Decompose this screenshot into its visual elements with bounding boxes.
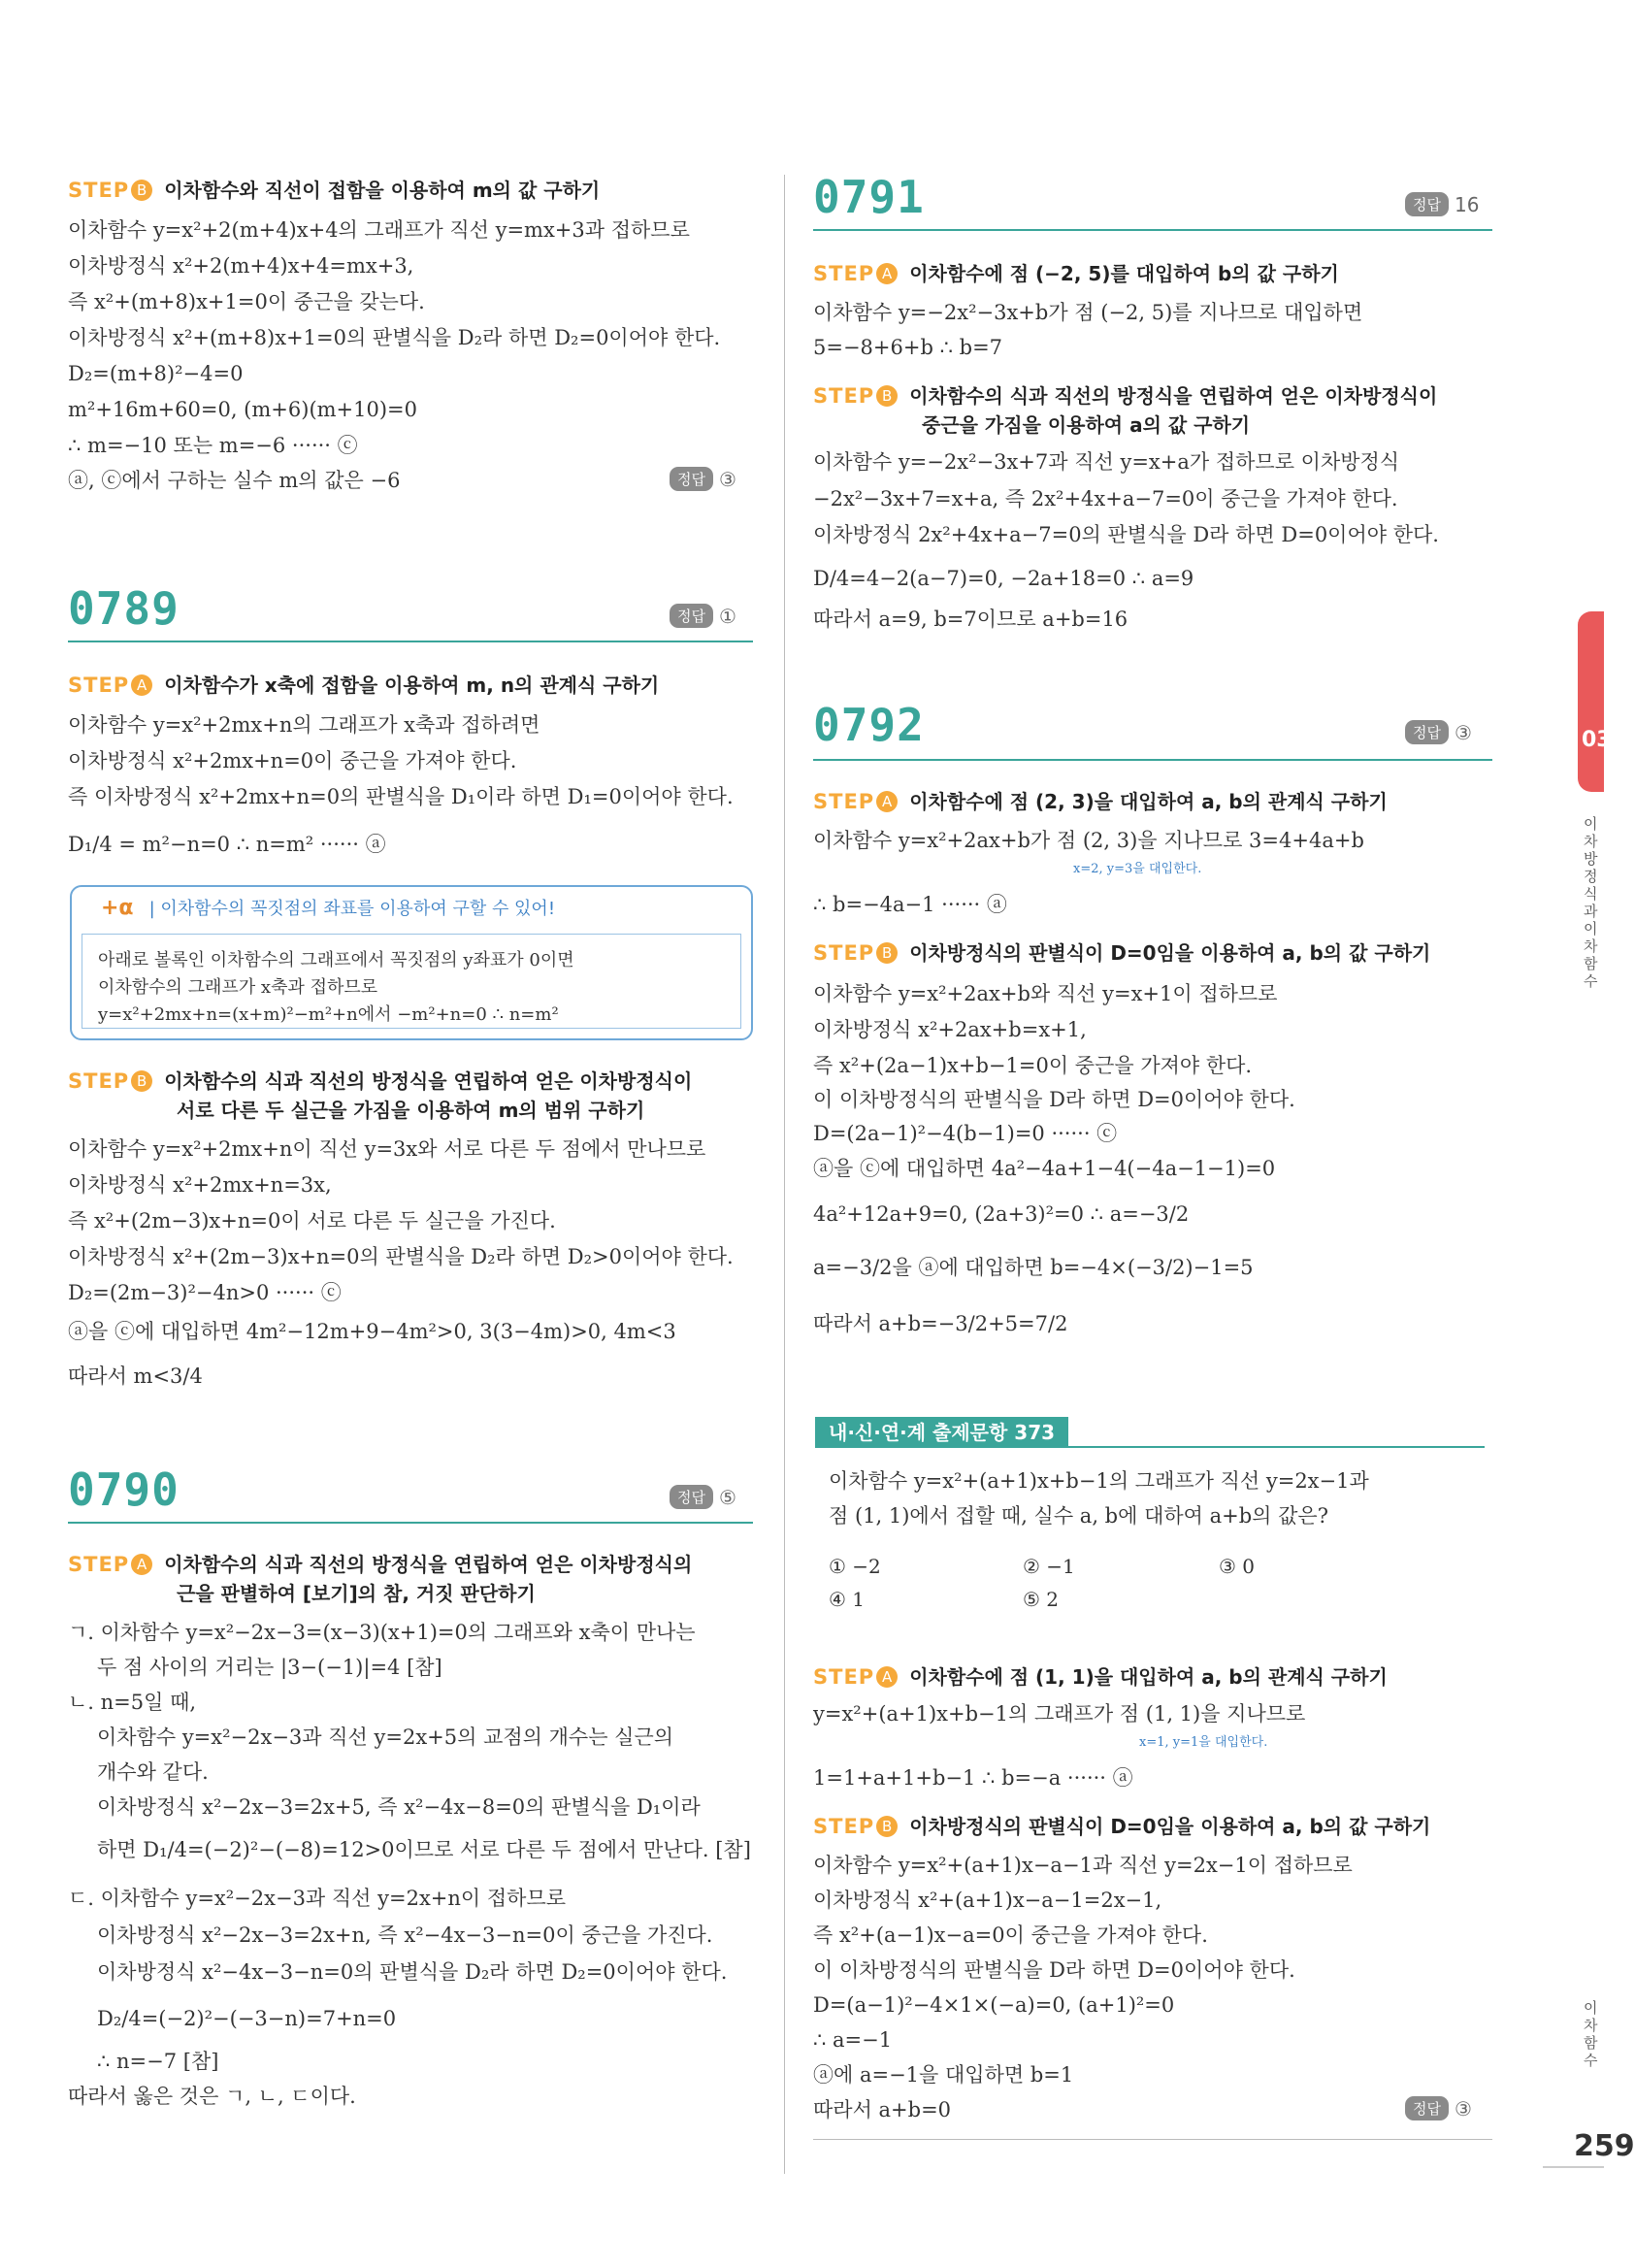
text-line: ∴ n=−7 [참] <box>97 2050 219 2073</box>
answer-badge: 정답 <box>670 604 713 628</box>
text-line: 따라서 m<3/4 <box>68 1364 203 1388</box>
problem-line: 이차함수 y=x²+(a+1)x+b−1의 그래프가 직선 y=2x−1과 <box>829 1469 1369 1493</box>
step-title: 이차함수와 직선이 접함을 이용하여 m의 값 구하기 <box>164 179 601 202</box>
text-line: D=(2a−1)²−4(b−1)=0 ······ ⓒ <box>813 1122 1118 1145</box>
text-line: 이차방정식 x²−2x−3=2x+n, 즉 x²−4x−3−n=0이 중근을 가진다. <box>97 1923 713 1947</box>
chapter-tab-number: 03 <box>1582 728 1612 752</box>
step-title: 이차함수에 점 (2, 3)을 대입하여 a, b의 관계식 구하기 <box>909 790 1388 813</box>
page-number-rule <box>1543 2166 1604 2168</box>
answer-value: ③ <box>1454 2097 1472 2120</box>
step-letter: B <box>876 942 898 964</box>
text-line: D/4=4−2(a−7)=0, −2a+18=0 ∴ a=9 <box>813 567 1194 590</box>
step-title: 이차방정식의 판별식이 D=0임을 이용하여 a, b의 값 구하기 <box>909 941 1431 965</box>
question-rule <box>813 229 1492 231</box>
step-b-0792 <box>813 937 1430 966</box>
text-line: 즉 x²+(m+8)x+1=0이 중근을 갖는다. <box>68 290 425 313</box>
step-label: STEP <box>813 262 875 285</box>
step-title: 이차함수에 점 (1, 1)을 대입하여 a, b의 관계식 구하기 <box>909 1665 1388 1689</box>
step-letter: A <box>876 791 898 812</box>
text-line: ⓐ에 a=−1을 대입하면 b=1 <box>813 2063 1074 2087</box>
text-line: ⓐ을 ⓒ에 대입하면 4a²−4a+1−4(−4a−1−1)=0 <box>813 1157 1276 1180</box>
question-rule <box>68 1522 753 1524</box>
column-divider <box>784 175 785 2174</box>
text-line: 이차방정식 x²+2mx+n=3x, <box>68 1173 332 1197</box>
step-b-373 <box>813 1811 1430 1839</box>
text-line: 이차방정식 x²+(a+1)x−a−1=2x−1, <box>813 1889 1162 1912</box>
text-line: 이차함수 y=x²+(a+1)x−a−1과 직선 y=2x−1이 접하므로 <box>813 1854 1353 1877</box>
step-label: STEP <box>68 179 130 202</box>
related-problem-tag: 내·신·연·계 출제문항 373 <box>815 1417 1068 1448</box>
step-label: STEP <box>813 941 875 965</box>
text-line: 이차함수 y=x²+2ax+b와 직선 y=x+1이 접하므로 <box>813 982 1278 1005</box>
text-line: 이차함수 y=x²+2mx+n이 직선 y=3x와 서로 다른 두 점에서 만나므로 <box>68 1137 706 1161</box>
tip-box <box>70 885 753 1040</box>
step-b-0791 <box>813 380 1438 437</box>
bottom-rule <box>813 2139 1492 2140</box>
tip-body <box>82 934 741 1029</box>
text-line: 즉 x²+(2m−3)x+n=0이 서로 다른 두 실근을 가진다. <box>68 1209 556 1233</box>
text-line: 이차방정식 x²+2ax+b=x+1, <box>813 1018 1087 1041</box>
step-label: STEP <box>68 1069 130 1093</box>
choice-5: ⑤ 2 <box>1023 1588 1060 1611</box>
text-line: 이차방정식 x²+2mx+n=0이 중근을 가져야 한다. <box>68 749 517 772</box>
text-line: 이차함수 y=x²+2ax+b가 점 (2, 3)을 지나므로 3=4+4a+b <box>813 829 1364 852</box>
step-a-0790 <box>68 1549 693 1605</box>
step-label: STEP <box>813 1665 875 1689</box>
question-number-0791: 0791 <box>813 171 925 223</box>
tip-line: 이차함수의 그래프가 x축과 접하므로 <box>98 977 378 998</box>
alpha-icon: +α <box>101 896 134 920</box>
answer-badge: 정답 <box>1405 192 1449 216</box>
chapter-tab <box>1578 611 1612 792</box>
answer-value: ⑤ <box>718 1486 736 1509</box>
step-b-0788 <box>68 175 600 203</box>
question-rule <box>813 759 1492 761</box>
step-label: STEP <box>68 1553 130 1576</box>
text-line: m²+16m+60=0, (m+6)(m+10)=0 <box>68 398 418 421</box>
step-title: 이차방정식의 판별식이 D=0임을 이용하여 a, b의 값 구하기 <box>909 1815 1431 1838</box>
text-line: 즉 x²+(2a−1)x+b−1=0이 중근을 가져야 한다. <box>813 1054 1253 1077</box>
text-line: 개수와 같다. <box>97 1760 209 1784</box>
question-number-0792: 0792 <box>813 699 925 751</box>
text-line: ㄷ. 이차함수 y=x²−2x−3과 직선 y=2x+n이 접하므로 <box>68 1887 567 1910</box>
text-line: 이차방정식 x²+(2m−3)x+n=0의 판별식을 D₂라 하면 D₂>0이어야 한다. <box>68 1245 734 1268</box>
step-label: STEP <box>813 384 875 408</box>
step-a-0791 <box>813 258 1339 286</box>
step-letter: B <box>876 385 898 407</box>
text-line: 하면 D₁/4=(−2)²−(−8)=12>0이므로 서로 다른 두 점에서 만난다. [참] <box>97 1838 751 1861</box>
text-line: 이차함수 y=x²−2x−3과 직선 y=2x+5의 교점의 개수는 실근의 <box>97 1726 674 1749</box>
text-line: D=(a−1)²−4×1×(−a)=0, (a+1)²=0 <box>813 1993 1175 2017</box>
choice-3: ③ 0 <box>1219 1555 1256 1578</box>
question-number-0789: 0789 <box>68 582 180 635</box>
step-letter: B <box>131 1070 152 1092</box>
tip-header <box>101 895 555 920</box>
step-b-0789 <box>68 1066 693 1122</box>
question-rule <box>68 641 753 642</box>
text-line: ㄱ. 이차함수 y=x²−2x−3=(x−3)(x+1)=0의 그래프와 x축이 만나는 <box>68 1621 696 1644</box>
text-line: 이차함수 y=−2x²−3x+7과 직선 y=x+a가 접하므로 이차방정식 <box>813 450 1400 474</box>
tip-title: | 이차함수의 꼭짓점의 좌표를 이용하여 구할 수 있어! <box>148 899 556 919</box>
step-letter: B <box>876 1816 898 1837</box>
choice-4: ④ 1 <box>829 1588 866 1611</box>
step-label: STEP <box>813 1815 875 1838</box>
step-title-line2: 서로 다른 두 실근을 가짐을 이용하여 m의 범위 구하기 <box>177 1099 645 1122</box>
text-line: 이차함수 y=x²+2(m+4)x+4의 그래프가 직선 y=mx+3과 접하므로 <box>68 218 690 242</box>
choice-2: ② −1 <box>1023 1555 1075 1578</box>
answer-badge: 정답 <box>670 1485 713 1509</box>
answer-value: ③ <box>718 468 736 491</box>
answer-value: ① <box>718 605 736 628</box>
text-line: ∴ b=−4a−1 ······ ⓐ <box>813 893 1007 916</box>
step-title: 이차함수의 식과 직선의 방정식을 연립하여 얻은 이차방정식의 <box>164 1553 693 1576</box>
step-letter: A <box>876 1666 898 1688</box>
text-line: 따라서 a+b=−3/2+5=7/2 <box>813 1312 1068 1335</box>
related-problem-header <box>815 1417 1485 1448</box>
page-number: 259 <box>1574 2129 1635 2163</box>
text-line: 따라서 a=9, b=7이므로 a+b=16 <box>813 608 1128 631</box>
text-line: 이차방정식 x²+2(m+4)x+4=mx+3, <box>68 254 414 278</box>
step-letter: A <box>876 263 898 284</box>
step-a-0792 <box>813 786 1388 814</box>
text-line: ∴ a=−1 <box>813 2028 893 2052</box>
answer-373 <box>1405 2096 1472 2120</box>
step-letter: A <box>131 674 152 696</box>
text-line: 이차방정식 x²−4x−3−n=0의 판별식을 D₂라 하면 D₂=0이어야 한다. <box>97 1960 728 1984</box>
answer-value: ③ <box>1454 721 1472 744</box>
text-line: 이 이차방정식의 판별식을 D라 하면 D=0이어야 한다. <box>813 1958 1295 1982</box>
step-title-line2: 근을 판별하여 [보기]의 참, 거짓 판단하기 <box>177 1582 536 1605</box>
answer-0792 <box>1405 720 1472 744</box>
text-line: D₁/4 = m²−n=0 ∴ n=m² ······ ⓐ <box>68 833 386 856</box>
text-line: ∴ m=−10 또는 m=−6 ······ ⓒ <box>68 434 358 457</box>
answer-0789 <box>670 604 736 628</box>
substitution-note: x=2, y=3을 대입한다. <box>1073 862 1202 876</box>
text-line: 이차방정식 x²+(m+8)x+1=0의 판별식을 D₂라 하면 D₂=0이어야 한다. <box>68 326 721 349</box>
text-line: 이차방정식 x²−2x−3=2x+5, 즉 x²−4x−8=0의 판별식을 D₁이라 <box>97 1795 701 1819</box>
text-line: 즉 이차방정식 x²+2mx+n=0의 판별식을 D₁이라 하면 D₁=0이어야 한다. <box>68 785 734 808</box>
text-line: 이 이차방정식의 판별식을 D라 하면 D=0이어야 한다. <box>813 1088 1295 1111</box>
answer-value: 16 <box>1454 193 1480 216</box>
step-letter: A <box>131 1554 152 1575</box>
step-title-line2: 중근을 가짐을 이용하여 a의 값 구하기 <box>922 413 1251 437</box>
step-title: 이차함수의 식과 직선의 방정식을 연립하여 얻은 이차방정식이 <box>164 1069 693 1093</box>
step-title: 이차함수가 x축에 접함을 이용하여 m, n의 관계식 구하기 <box>164 674 660 697</box>
text-line: −2x²−3x+7=x+a, 즉 2x²+4x+a−7=0이 중근을 가져야 한다. <box>813 487 1398 510</box>
text-line: a=−3/2을 ⓐ에 대입하면 b=−4×(−3/2)−1=5 <box>813 1256 1254 1279</box>
text-line: 5=−8+6+b ∴ b=7 <box>813 336 1003 359</box>
step-letter: B <box>131 180 152 201</box>
answer-badge: 정답 <box>1405 720 1449 744</box>
tip-line: 아래로 볼록인 이차함수의 그래프에서 꼭짓점의 y좌표가 0이면 <box>98 950 574 970</box>
choice-1: ① −2 <box>829 1555 881 1578</box>
chapter-vertical-text: 이차방정식과 이차함수 <box>1584 815 1598 990</box>
answer-badge: 정답 <box>1405 2096 1449 2120</box>
text-line: y=x²+(a+1)x+b−1의 그래프가 점 (1, 1)을 지나므로 <box>813 1702 1306 1726</box>
step-a-373 <box>813 1661 1388 1690</box>
text-line: 두 점 사이의 거리는 |3−(−1)|=4 [참] <box>97 1656 442 1679</box>
tip-line: y=x²+2mx+n=(x+m)²−m²+n에서 −m²+n=0 ∴ n=m² <box>98 1004 559 1025</box>
substitution-note: x=1, y=1을 대입한다. <box>1139 1735 1268 1750</box>
text-line: 따라서 a+b=0 <box>813 2098 952 2121</box>
text-line: 이차방정식 2x²+4x+a−7=0의 판별식을 D라 하면 D=0이어야 한다. <box>813 523 1439 546</box>
text-line: ⓐ, ⓒ에서 구하는 실수 m의 값은 −6 <box>68 469 401 492</box>
step-title: 이차함수에 점 (−2, 5)를 대입하여 b의 값 구하기 <box>909 262 1339 285</box>
text-line: D₂=(2m−3)²−4n>0 ······ ⓒ <box>68 1281 342 1304</box>
text-line: 따라서 옳은 것은 ㄱ, ㄴ, ㄷ이다. <box>68 2085 356 2108</box>
text-line: ⓐ을 ⓒ에 대입하면 4m²−12m+9−4m²>0, 3(3−4m)>0, 4m<3 <box>68 1320 676 1343</box>
text-line: D₂=(m+8)²−4=0 <box>68 362 244 385</box>
answer-badge: 정답 <box>670 467 713 491</box>
text-line: ㄴ. n=5일 때, <box>68 1691 197 1714</box>
step-a-0789 <box>68 670 659 698</box>
answer-0790 <box>670 1485 736 1509</box>
text-line: 1=1+a+1+b−1 ∴ b=−a ······ ⓐ <box>813 1766 1133 1790</box>
problem-line: 점 (1, 1)에서 접할 때, 실수 a, b에 대하여 a+b의 값은? <box>829 1504 1328 1528</box>
text-line: 이차함수 y=x²+2mx+n의 그래프가 x축과 접하려면 <box>68 713 540 737</box>
answer-0788 <box>670 467 736 491</box>
answer-0791 <box>1405 192 1479 216</box>
question-number-0790: 0790 <box>68 1463 180 1516</box>
step-label: STEP <box>813 790 875 813</box>
section-vertical-text: 이차함수 <box>1584 1999 1598 2069</box>
text-line: D₂/4=(−2)²−(−3−n)=7+n=0 <box>97 2007 397 2030</box>
text-line: 4a²+12a+9=0, (2a+3)²=0 ∴ a=−3/2 <box>813 1202 1190 1226</box>
text-line: 이차함수 y=−2x²−3x+b가 점 (−2, 5)를 지나므로 대입하면 <box>813 301 1363 324</box>
text-line: 즉 x²+(a−1)x−a=0이 중근을 가져야 한다. <box>813 1923 1208 1947</box>
step-label: STEP <box>68 674 130 697</box>
step-title: 이차함수의 식과 직선의 방정식을 연립하여 얻은 이차방정식이 <box>909 384 1438 408</box>
